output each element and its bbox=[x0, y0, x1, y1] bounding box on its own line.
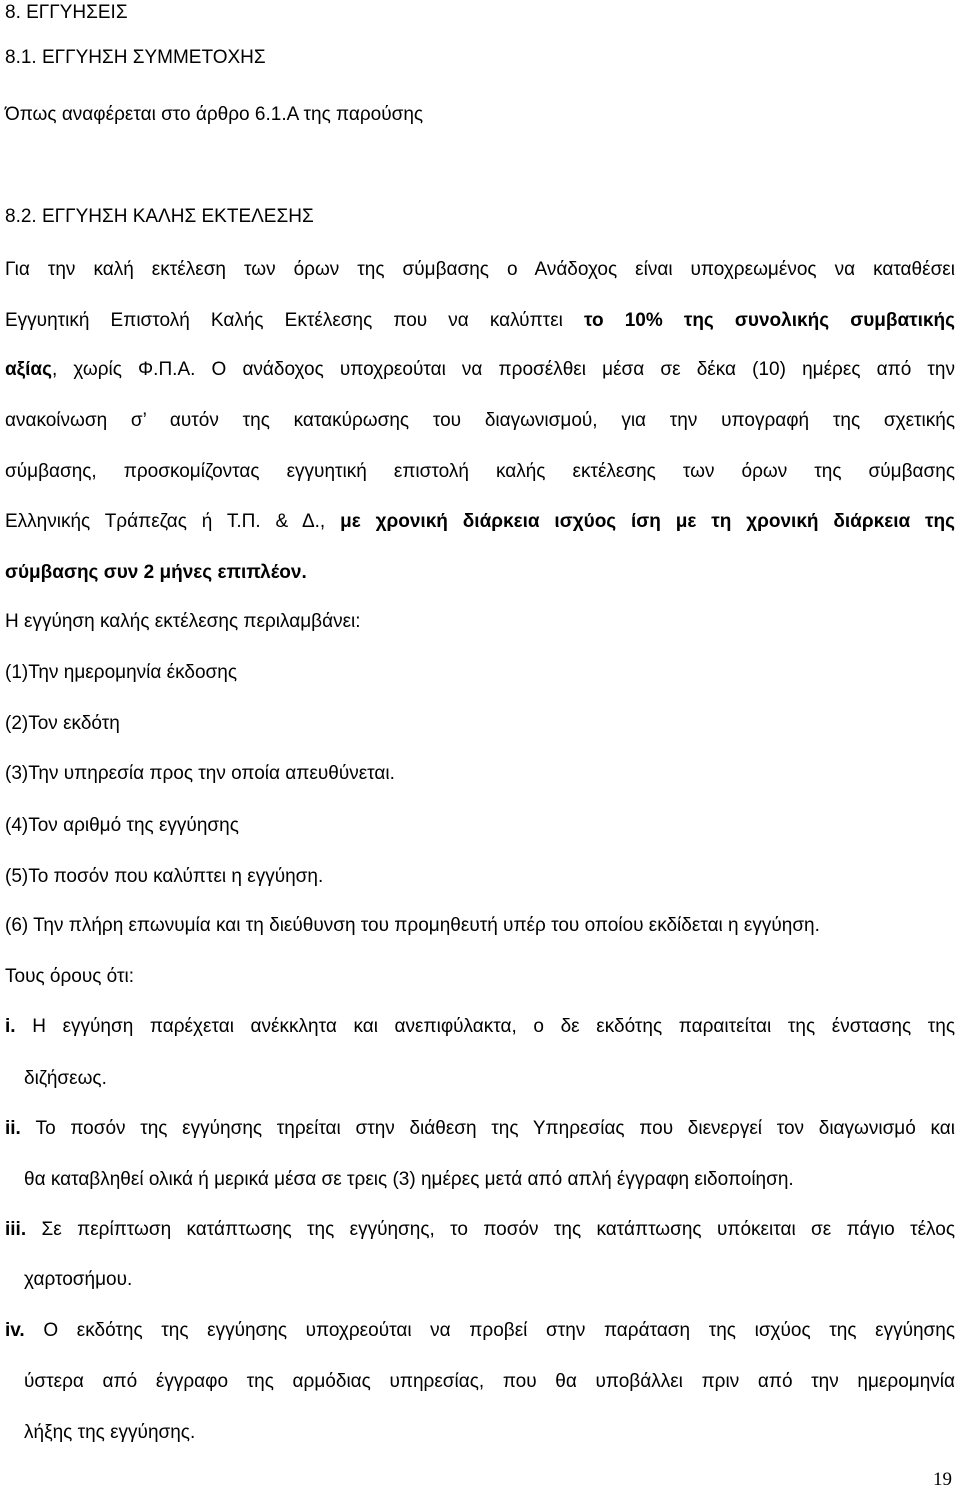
includes-intro: Η εγγύηση καλής εκτέλεσης περιλαμβάνει: bbox=[5, 611, 361, 632]
term-iii-line-1 bbox=[5, 1217, 955, 1243]
paragraph-line-1: Για την καλή εκτέλεση των όρων της σύμβασης ο Ανάδοχος είναι υποχρεωμένος να καταθέσει bbox=[5, 259, 955, 280]
paragraph-line-2-text: Εγγυητική Επιστολή Καλής Εκτέλεσης που να καλύπτει bbox=[5, 310, 563, 331]
main-heading: 8. ΕΓΓΥΗΣΕΙΣ bbox=[5, 2, 128, 23]
paragraph-line-2 bbox=[5, 308, 955, 334]
term-iii-line-2: χαρτοσήμου. bbox=[24, 1269, 133, 1290]
list-item: (1)Την ημερομηνία έκδοσης bbox=[5, 662, 237, 683]
list-item: (6) Την πλήρη επωνυμία και τη διεύθυνση του προμηθευτή υπέρ του οποίου εκδίδεται η εγγύηση. bbox=[5, 915, 820, 936]
term-ii-line-2: θα καταβληθεί ολικά ή μερικά μέσα σε τρεις (3) ημέρες μετά από απλή έγγραφη ειδοποίηση. bbox=[24, 1169, 794, 1190]
section-8-1-title: 8.1. ΕΓΓΥΗΣΗ ΣΥΜΜΕΤΟΧΗΣ bbox=[5, 47, 266, 68]
paragraph-line-7-bold: σύμβασης συν 2 μήνες επιπλέον. bbox=[5, 562, 307, 583]
list-item: (2)Τον εκδότη bbox=[5, 713, 120, 734]
terms-intro: Τους όρους ότι: bbox=[5, 966, 134, 987]
term-iv-line-1 bbox=[5, 1318, 955, 1344]
paragraph-line-6-bold: με χρονική διάρκεια ισχύος ίση με τη χρονική διάρκεια της bbox=[340, 511, 956, 532]
paragraph-line-4: ανακοίνωση σ’ αυτόν της κατακύρωσης του διαγωνισμού, για την υπογραφή της σχετικής bbox=[5, 410, 955, 431]
term-iii-number: iii. bbox=[5, 1219, 27, 1240]
paragraph-line-3 bbox=[5, 357, 955, 383]
paragraph-line-5: σύμβασης, προσκομίζοντας εγγυητική επιστολή καλής εκτέλεσης των όρων της σύμβασης bbox=[5, 461, 955, 482]
term-iii-text: Σε περίπτωση κατάπτωσης της εγγύησης, το ποσόν της κατάπτωσης υπόκειται σε πάγιο τέλος bbox=[41, 1219, 955, 1240]
term-i-line-1 bbox=[5, 1014, 955, 1040]
page-number: 19 bbox=[933, 1469, 952, 1490]
term-iv-line-2: ύστερα από έγγραφο της αρμόδιας υπηρεσίας, που θα υποβάλλει πριν από την ημερομηνία bbox=[24, 1371, 955, 1392]
section-8-2-title: 8.2. ΕΓΓΥΗΣΗ ΚΑΛΗΣ ΕΚΤΕΛΕΣΗΣ bbox=[5, 206, 314, 227]
paragraph-line-6 bbox=[5, 509, 955, 535]
term-i-line-2: διζήσεως. bbox=[24, 1068, 107, 1089]
list-item: (3)Την υπηρεσία προς την οποία απευθύνεται. bbox=[5, 763, 395, 784]
term-iv-text: Ο εκδότης της εγγύησης υποχρεούται να προβεί στην παράταση της ισχύος της εγγύησης bbox=[43, 1320, 955, 1341]
paragraph-line-3-bold: αξίας bbox=[5, 359, 52, 380]
paragraph-line-7 bbox=[5, 560, 307, 586]
paragraph-line-6-text: Ελληνικής Τράπεζας ή Τ.Π. & Δ., bbox=[5, 511, 326, 532]
paragraph-line-3-text: , χωρίς Φ.Π.Α. Ο ανάδοχος υποχρεούται να προσέλθει μέσα σε δέκα (10) ημέρες από την bbox=[51, 359, 955, 380]
term-iv-number: iv. bbox=[5, 1320, 25, 1341]
term-ii-number: ii. bbox=[5, 1118, 21, 1139]
term-iv-line-3: λήξης της εγγύησης. bbox=[24, 1422, 196, 1443]
list-item: (4)Τον αριθμό της εγγύησης bbox=[5, 815, 239, 836]
term-ii-line-1 bbox=[5, 1116, 955, 1142]
term-i-number: i. bbox=[5, 1016, 16, 1037]
section-8-1-text: Όπως αναφέρεται στο άρθρο 6.1.Α της παρούσης bbox=[5, 104, 424, 125]
term-i-text: Η εγγύηση παρέχεται ανέκκλητα και ανεπιφύλακτα, ο δε εκδότης παραιτείται της ένστασης της bbox=[32, 1016, 955, 1037]
list-item: (5)Το ποσόν που καλύπτει η εγγύηση. bbox=[5, 866, 324, 887]
term-ii-text: Το ποσόν της εγγύησης τηρείται στην διάθεση της Υπηρεσίας που διενεργεί τον διαγωνισμό και bbox=[35, 1118, 955, 1139]
paragraph-line-2-bold: το 10% της συνολικής συμβατικής bbox=[584, 310, 956, 331]
